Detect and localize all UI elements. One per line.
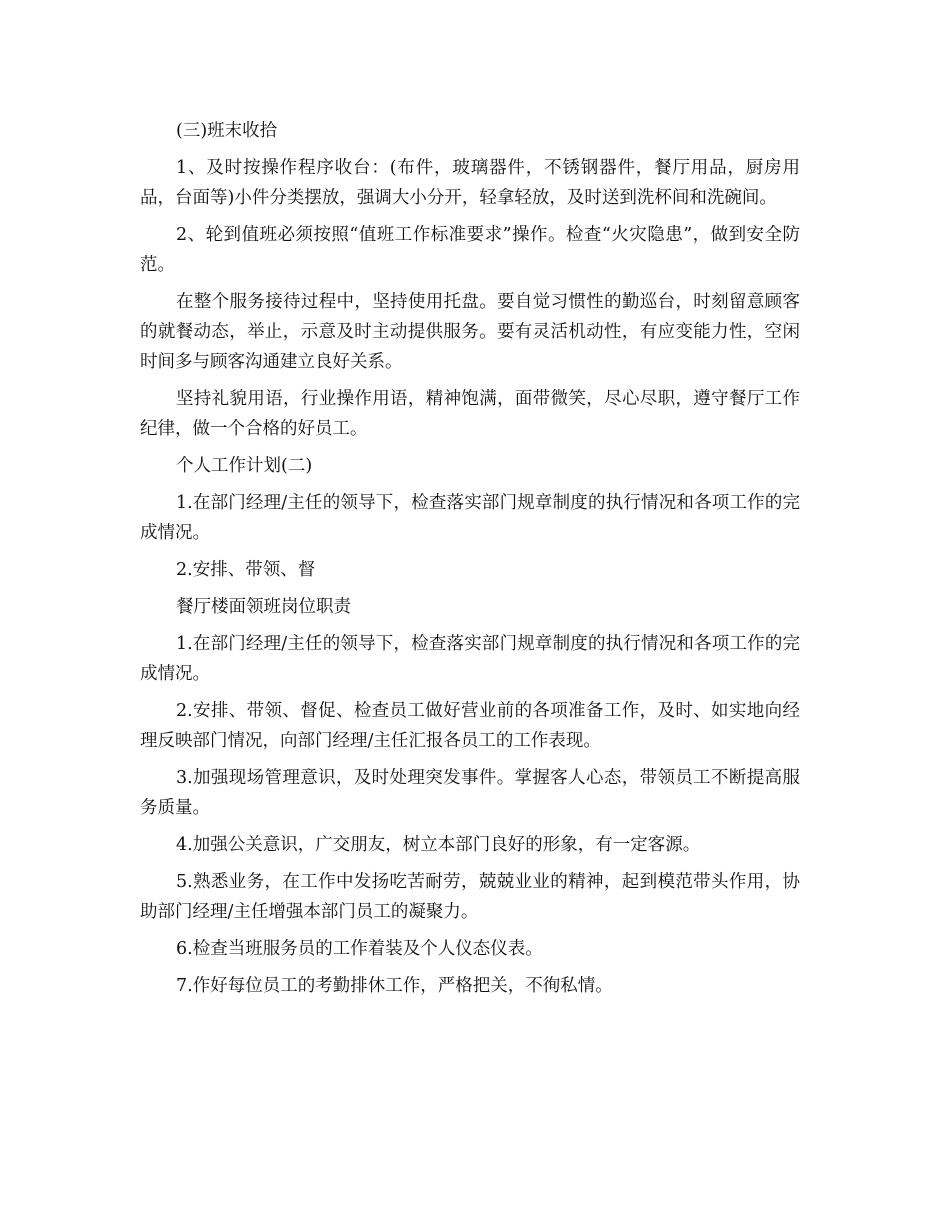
paragraph-duty-item-4: 4.加强公关意识，广交朋友，树立本部门良好的形象，有一定客源。 — [176, 835, 701, 855]
section-heading-shift-end: (三)班末收拾 — [176, 121, 278, 141]
section-heading-work-plan-2: 个人工作计划(二) — [176, 456, 313, 476]
document-body — [140, 116, 800, 1008]
paragraph-duty-item-5: 5.熟悉业务，在工作中发扬吃苦耐劳，兢兢业业的精神，起到模范带头作用，协助部门经理/主任增强本部门员工的凝聚力。 — [140, 872, 800, 922]
paragraph-plan-item-2: 2.安排、带领、督 — [176, 560, 316, 580]
paragraph-duty-shift: 2、轮到值班必须按照“值班工作标准要求”操作。检查“火灾隐患”，做到安全防范。 — [140, 225, 800, 275]
paragraph-duty-item-7: 7.作好每位员工的考勤排休工作，严格把关，不徇私情。 — [176, 976, 613, 996]
paragraph-duty-item-3: 3.加强现场管理意识，及时处理突发事件。掌握客人心态，带领员工不断提高服务质量。 — [140, 768, 800, 818]
paragraph-duty-item-1: 1.在部门经理/主任的领导下，检查落实部门规章制度的执行情况和各项工作的完成情况。 — [140, 634, 800, 684]
section-heading-supervisor-duties: 餐厅楼面领班岗位职责 — [176, 597, 351, 617]
paragraph-clear-table: 1、及时按操作程序收台：(布件，玻璃器件，不锈钢器件，餐厅用品，厨房用品，台面等)小件分类摆放，强调大小分开，轻拿轻放，及时送到洗杯间和洗碗间。 — [140, 158, 800, 208]
paragraph-plan-item-1: 1.在部门经理/主任的领导下，检查落实部门规章制度的执行情况和各项工作的完成情况。 — [140, 493, 800, 543]
paragraph-duty-item-6: 6.检查当班服务员的工作着装及个人仪态仪表。 — [176, 939, 543, 959]
paragraph-service-process: 在整个服务接待过程中，坚持使用托盘。要自觉习惯性的勤巡台，时刻留意顾客的就餐动态，举止，示意及时主动提供服务。要有灵活机动性，有应变能力性，空闲时间多与顾客沟通建立良好关系。 — [140, 292, 800, 372]
paragraph-duty-item-2: 2.安排、带领、督促、检查员工做好营业前的各项准备工作，及时、如实地向经理反映部门情况，向部门经理/主任汇报各员工的工作表现。 — [140, 701, 800, 751]
paragraph-polite-language: 坚持礼貌用语，行业操作用语，精神饱满，面带微笑，尽心尽职，遵守餐厅工作纪律，做一个合格的好员工。 — [140, 389, 800, 439]
